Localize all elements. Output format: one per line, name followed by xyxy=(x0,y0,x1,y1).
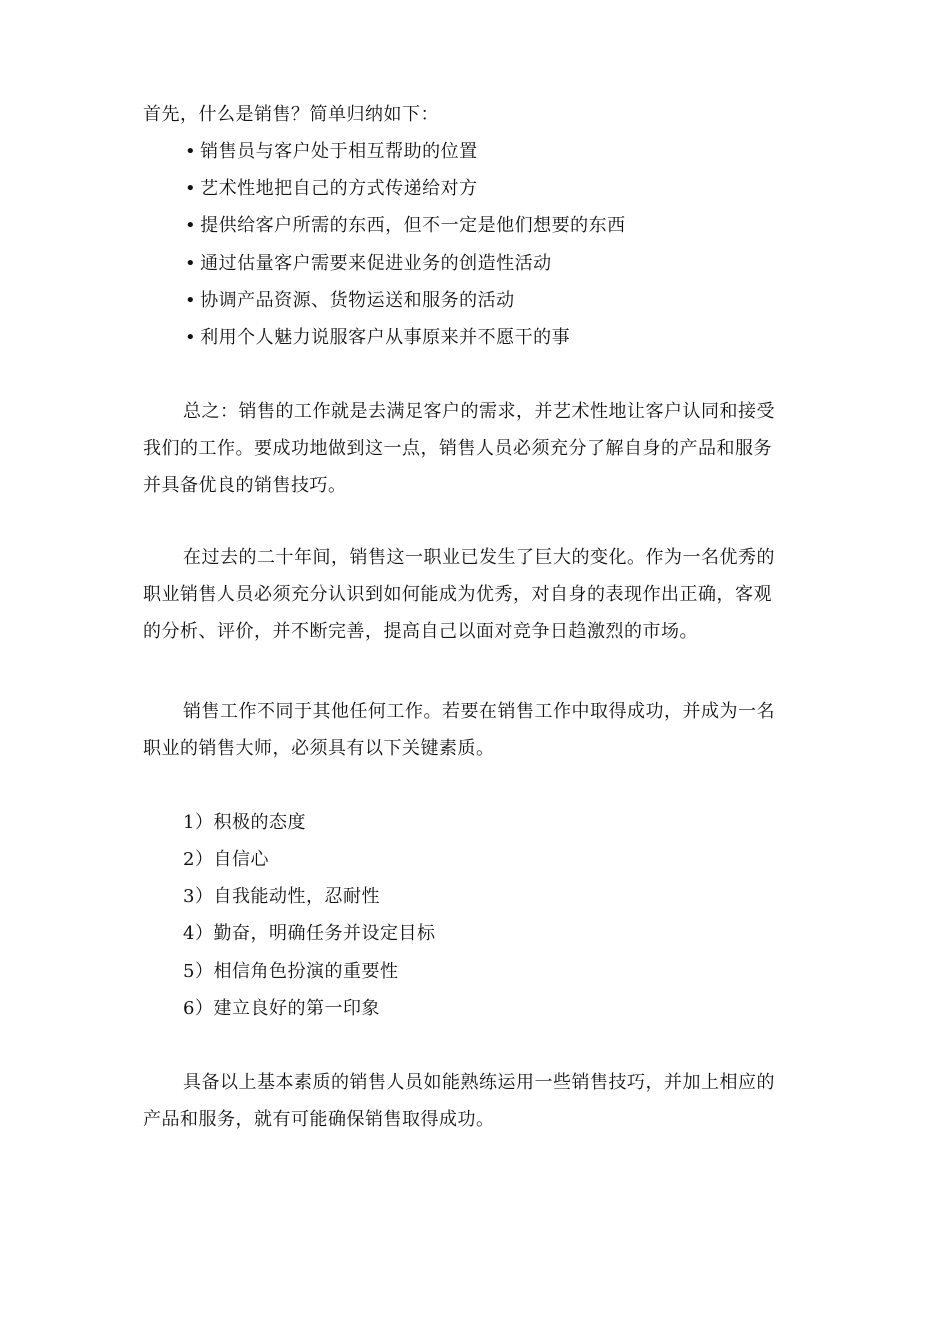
paragraph-line: 职业销售人员必须充分认识到如何能成为优秀，对自身的表现作出正确，客观 xyxy=(143,584,772,605)
paragraph-line: 在过去的二十年间，销售这一职业已发生了巨大的变化。作为一名优秀的 xyxy=(183,547,775,568)
bullet-item xyxy=(185,140,478,164)
paragraph-line: 我们的工作。要成功地做到这一点，销售人员必须充分了解自身的产品和服务 xyxy=(143,438,772,459)
bullet-item xyxy=(185,177,478,201)
paragraph-line: 的分析、评价，并不断完善，提高自己以面对竞争日趋激烈的市场。 xyxy=(143,621,698,642)
paragraph-line: 职业的销售大师，必须具有以下关键素质。 xyxy=(143,738,495,759)
bullet-item xyxy=(185,252,552,276)
quality-item: 2）自信心 xyxy=(183,849,269,870)
quality-item: 1）积极的态度 xyxy=(183,812,306,833)
bullet-text: 提供给客户所需的东西，但不一定是他们想要的东西 xyxy=(200,215,626,236)
intro-line: 首先，什么是销售？简单归纳如下： xyxy=(143,104,439,125)
paragraph-line: 并具备优良的销售技巧。 xyxy=(143,475,347,496)
bullet-text: 协调产品资源、货物运送和服务的活动 xyxy=(200,290,515,311)
bullet-dot-icon: • xyxy=(185,215,197,236)
quality-item: 4）勤奋，明确任务并设定目标 xyxy=(183,923,436,944)
quality-item: 5）相信角色扮演的重要性 xyxy=(183,961,399,982)
bullet-dot-icon: • xyxy=(185,290,197,311)
paragraph-line: 具备以上基本素质的销售人员如能熟练运用一些销售技巧，并加上相应的 xyxy=(183,1072,775,1093)
paragraph-line: 总之：销售的工作就是去满足客户的需求，并艺术性地让客户认同和接受 xyxy=(183,401,775,422)
quality-item: 6）建立良好的第一印象 xyxy=(183,998,380,1019)
bullet-dot-icon: • xyxy=(185,253,197,274)
bullet-item xyxy=(185,289,515,313)
quality-item: 3）自我能动性，忍耐性 xyxy=(183,886,380,907)
bullet-item xyxy=(185,214,626,238)
bullet-text: 艺术性地把自己的方式传递给对方 xyxy=(200,178,478,199)
bullet-dot-icon: • xyxy=(185,178,197,199)
bullet-dot-icon: • xyxy=(185,327,197,348)
bullet-dot-icon: • xyxy=(185,141,197,162)
paragraph-line: 销售工作不同于其他任何工作。若要在销售工作中取得成功，并成为一名 xyxy=(183,701,775,722)
paragraph-line: 产品和服务，就有可能确保销售取得成功。 xyxy=(143,1109,495,1130)
bullet-text: 通过估量客户需要来促进业务的创造性活动 xyxy=(200,253,552,274)
bullet-item xyxy=(185,326,570,350)
bullet-text: 销售员与客户处于相互帮助的位置 xyxy=(200,141,478,162)
bullet-text: 利用个人魅力说服客户从事原来并不愿干的事 xyxy=(200,327,571,348)
